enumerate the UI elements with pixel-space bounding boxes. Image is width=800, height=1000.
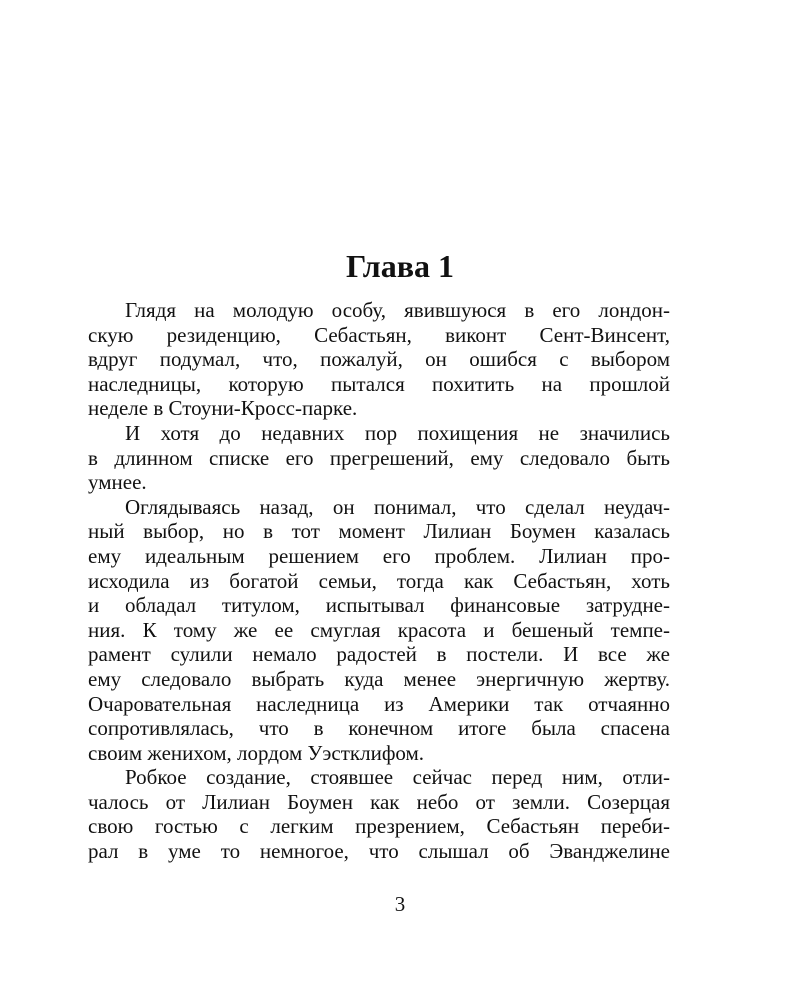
text-line: исходила из богатой семьи, тогда как Себастьян, хоть (88, 568, 670, 593)
text-line: своим женихом, лордом Уэстклифом. (88, 740, 425, 765)
text-line: в длинном списке его прегрешений, ему следовало быть (88, 445, 670, 470)
paragraph (88, 495, 670, 766)
text-line: ему идеальным решением его проблем. Лилиан про- (88, 543, 670, 568)
text-line: скую резиденцию, Себастьян, виконт Сент-Винсент, (88, 322, 670, 347)
text-line: И хотя до недавних пор похищения не значились (125, 420, 670, 445)
chapter-text (88, 298, 670, 864)
text-line: рамент сулили немало радостей в постели. И все же (88, 642, 670, 667)
text-line: умнее. (88, 470, 147, 495)
text-line: наследницы, которую пытался похитить на прошлой (88, 371, 670, 396)
text-line: Робкое создание, стоявшее сейчас перед ним, отли- (125, 765, 670, 790)
chapter-title: Глава 1 (346, 248, 454, 284)
paragraph (88, 298, 670, 421)
text-line: неделе в Стоуни-Кросс-парке. (88, 396, 358, 421)
text-line: и обладал титулом, испытывал финансовые затрудне- (88, 593, 670, 618)
text-line: рал в уме то немногое, что слышал об Эванджелине (88, 839, 670, 864)
text-line: чалось от Лилиан Боумен как небо от земли. Созерцая (88, 789, 670, 814)
text-line: Очаровательная наследница из Америки так отчаянно (88, 691, 670, 716)
text-line: Оглядываясь назад, он понимал, что сделал неудач- (125, 494, 670, 519)
paragraph (88, 421, 670, 495)
paragraph (88, 765, 670, 863)
text-line: ный выбор, но в тот момент Лилиан Боумен казалась (88, 519, 670, 544)
text-line: вдруг подумал, что, пожалуй, он ошибся с выбором (88, 347, 670, 372)
text-line: сопротивлялась, что в конечном итоге была спасена (88, 716, 670, 741)
text-line: ему следовало выбрать куда менее энергичную жертву. (88, 666, 670, 691)
text-line: свою гостью с легким презрением, Себастьян переби- (88, 814, 670, 839)
page-number: 3 (394, 892, 406, 916)
text-line: Глядя на молодую особу, явившуюся в его лондон- (125, 298, 670, 322)
text-line: ния. К тому же ее смуглая красота и бешеный темпе- (88, 617, 670, 642)
